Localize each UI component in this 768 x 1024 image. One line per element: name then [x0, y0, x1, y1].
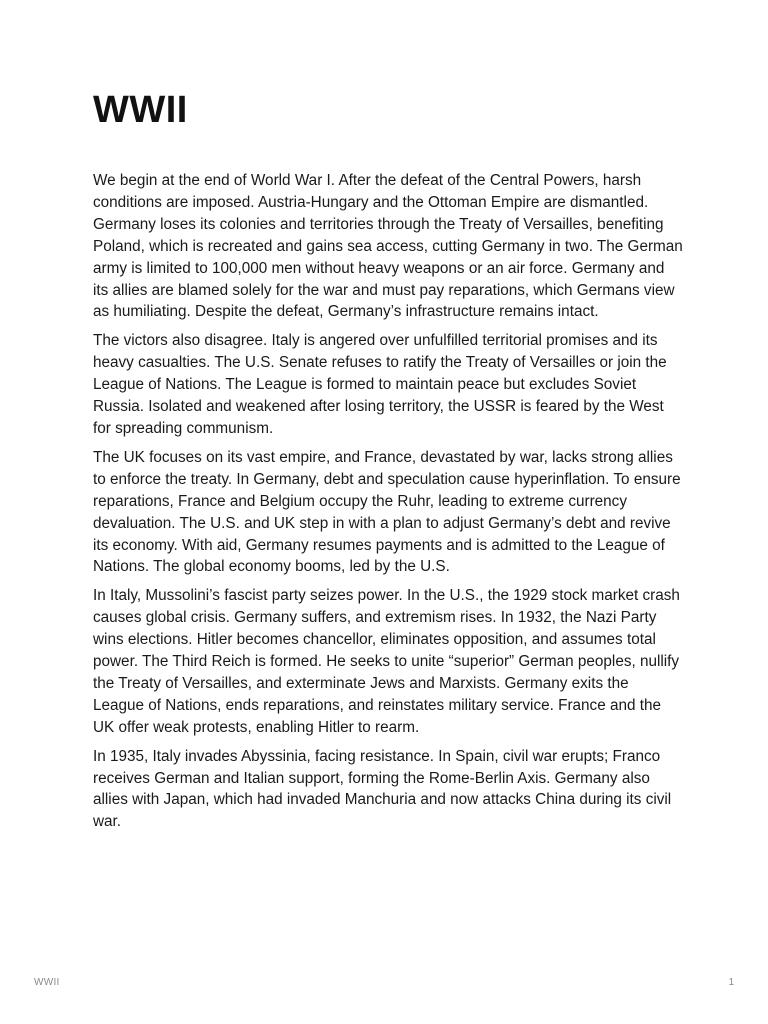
paragraph-3: The UK focuses on its vast empire, and France, devastated by war, lacks strong allies to enforce the treaty. In Germany, debt and speculation cause hyperinflation. To ensure reparations, France and Belgium occupy the Ruhr, leading to extreme currency devaluation. The U.S. and UK step in with a plan to adjust Germany’s debt and revive its economy. With aid, Germany resumes payments and is admitted to the League of Nations. The global economy booms, led by the U.S.: [93, 448, 681, 576]
footer-document-title: WWII: [34, 977, 60, 988]
paragraph-5: In 1935, Italy invades Abyssinia, facing resistance. In Spain, civil war erupts; Franco receives German and Italian support, forming the Rome-Berlin Axis. Germany also allies with Japan, which had invaded Manchuria and now attacks China during its civil war.: [93, 747, 672, 831]
footer-page-number: 1: [728, 977, 734, 988]
page-title: WWII: [93, 89, 188, 131]
paragraph-2: The victors also disagree. Italy is angered over unfulfilled territorial promises and its heavy casualties. The U.S. Senate refuses to ratify the Treaty of Versailles or join the League of Nations. The League is formed to maintain peace but excludes Soviet Russia. Isolated and weakened after losing territory, the USSR is feared by the West for spreading communism.: [93, 332, 667, 437]
document-page: [93, 86, 683, 840]
paragraph-1: We begin at the end of World War I. After the defeat of the Central Powers, harsh conditions are imposed. Austria-Hungary and the Ottoman Empire are dismantled. Germany loses its colonies and territories through the Treaty of Versailles, benefiting Poland, which is recreated and gains sea access, cutting Germany in two. The German army is limited to 100,000 men without heavy weapons or an air force. Germany and its allies are blamed solely for the war and must pay reparations, which Germans view as humiliating. Despite the defeat, Germany’s infrastructure remains intact.: [93, 172, 683, 321]
paragraph-4: In Italy, Mussolini’s fascist party seizes power. In the U.S., the 1929 stock market crash causes global crisis. Germany suffers, and extremism rises. In 1932, the Nazi Party wins elections. Hitler becomes chancellor, eliminates opposition, and assumes total power. The Third Reich is formed. He seeks to unite “superior” German peoples, nullify the Treaty of Versailles, and exterminate Jews and Marxists. Germany exits the League of Nations, ends reparations, and reinstates military service. France and the UK offer weak protests, enabling Hitler to rearm.: [93, 587, 680, 736]
